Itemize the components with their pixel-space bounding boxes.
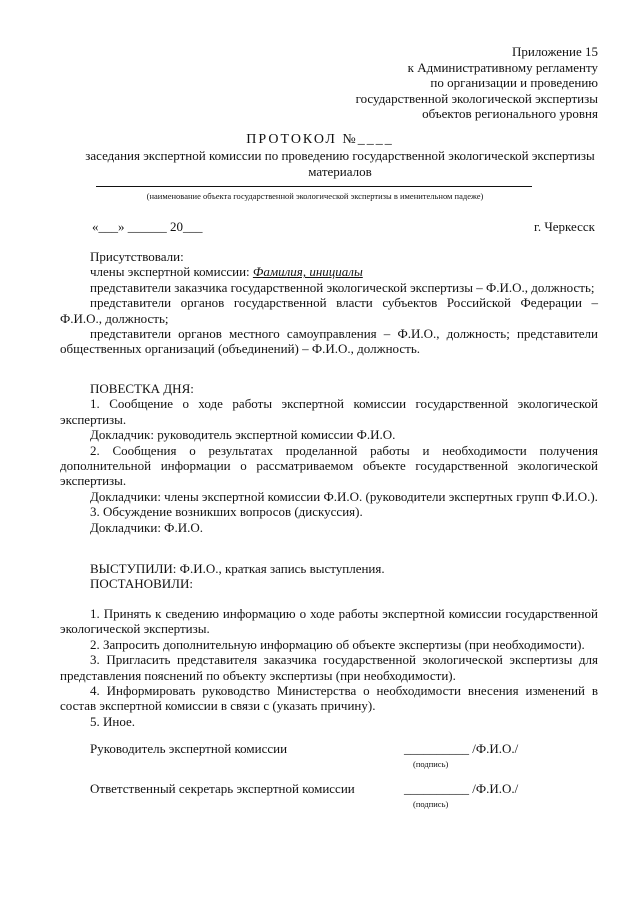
appendix-header bbox=[298, 44, 598, 122]
object-name-caption: (наименование объекта государственной экологической экспертизы в именительном падеже) bbox=[146, 191, 484, 201]
resolution-item: 3. Пригласить представителя заказчика государственной экологической экспертизы для представления пояснений по объекту экспертизы (при необходимости). bbox=[60, 652, 598, 683]
head-signature-label: Руководитель экспертной комиссии bbox=[90, 741, 288, 756]
appendix-line: государственной экологической экспертизы bbox=[355, 90, 598, 106]
appendix-line: Приложение 15 bbox=[511, 44, 598, 59]
present-paragraph: представители органов местного самоуправления – Ф.И.О., должность; представители общественных организаций (объединений) – Ф.И.О., должность. bbox=[60, 326, 598, 357]
spoke-line: ВЫСТУПИЛИ: Ф.И.О., краткая запись выступления. bbox=[90, 561, 385, 576]
members-value: Фамилия, инициалы bbox=[252, 264, 363, 280]
secretary-signature-caption: (подпись) bbox=[413, 799, 449, 809]
resolution-item: 5. Иное. bbox=[90, 713, 136, 729]
agenda-speaker: Докладчики: члены экспертной комиссии Ф.И.О. (руководители экспертных групп Ф.И.О.). bbox=[90, 488, 598, 504]
agenda-item: 3. Обсуждение возникших вопросов (дискуссия). bbox=[90, 504, 363, 520]
secretary-signature-fio: __________ /Ф.И.О./ bbox=[404, 781, 519, 796]
date-field: «___» ______ 20___ bbox=[92, 219, 203, 234]
head-signature-caption: (подпись) bbox=[413, 759, 449, 769]
agenda-heading: ПОВЕСТКА ДНЯ: bbox=[90, 381, 194, 396]
appendix-line: по организации и проведению bbox=[430, 75, 598, 90]
appendix-line: объектов регионального уровня bbox=[422, 106, 598, 121]
members-line bbox=[60, 264, 598, 279]
agenda-item: 1. Сообщение о ходе работы экспертной комиссии государственной экологической экспертизы. bbox=[60, 396, 598, 427]
spoke-section bbox=[60, 561, 598, 592]
present-paragraph: представители органов государственной власти субъектов Российской Федерации – Ф.И.О., должность; bbox=[60, 295, 598, 326]
resolved-heading: ПОСТАНОВИЛИ: bbox=[90, 576, 193, 592]
document-title: ПРОТОКОЛ №____ bbox=[246, 132, 394, 147]
document-subtitle bbox=[60, 148, 620, 179]
resolution-item: 1. Принять к сведению информацию о ходе работы экспертной комиссии государственной экологической экспертизы. bbox=[60, 606, 598, 637]
resolution-item: 4. Информировать руководство Министерства о необходимости внесения изменений в состав экспертной комиссии в связи с (указать причину). bbox=[60, 683, 598, 714]
present-paragraph: представители заказчика государственной экологической экспертизы – Ф.И.О., должность; bbox=[90, 279, 595, 295]
agenda-speaker: Докладчики: Ф.И.О. bbox=[90, 519, 203, 535]
resolutions-section bbox=[60, 606, 598, 729]
subtitle-line: заседания экспертной комиссии по проведению государственной экологической экспертизы bbox=[85, 148, 595, 163]
object-name-line bbox=[96, 186, 532, 187]
head-signature-fio: __________ /Ф.И.О./ bbox=[404, 741, 519, 756]
agenda-item: 2. Сообщения о результатах проделанной работы и необходимости получения дополнительной информации о рассматриваемом объекте государственной экологической экспертизы. bbox=[60, 442, 598, 489]
resolution-item: 2. Запросить дополнительную информацию об объекте экспертизы (при необходимости). bbox=[90, 636, 585, 652]
members-label: члены экспертной комиссии: bbox=[90, 264, 253, 280]
appendix-line: к Административному регламенту bbox=[407, 59, 598, 75]
present-section bbox=[60, 249, 598, 357]
secretary-signature-label: Ответственный секретарь экспертной комиссии bbox=[90, 781, 355, 796]
city: г. Черкесск bbox=[533, 219, 595, 234]
present-heading: Присутствовали: bbox=[90, 249, 184, 264]
subtitle-line: материалов bbox=[308, 163, 372, 179]
agenda-section bbox=[60, 381, 598, 535]
agenda-speaker: Докладчик: руководитель экспертной комиссии Ф.И.О. bbox=[90, 427, 396, 443]
